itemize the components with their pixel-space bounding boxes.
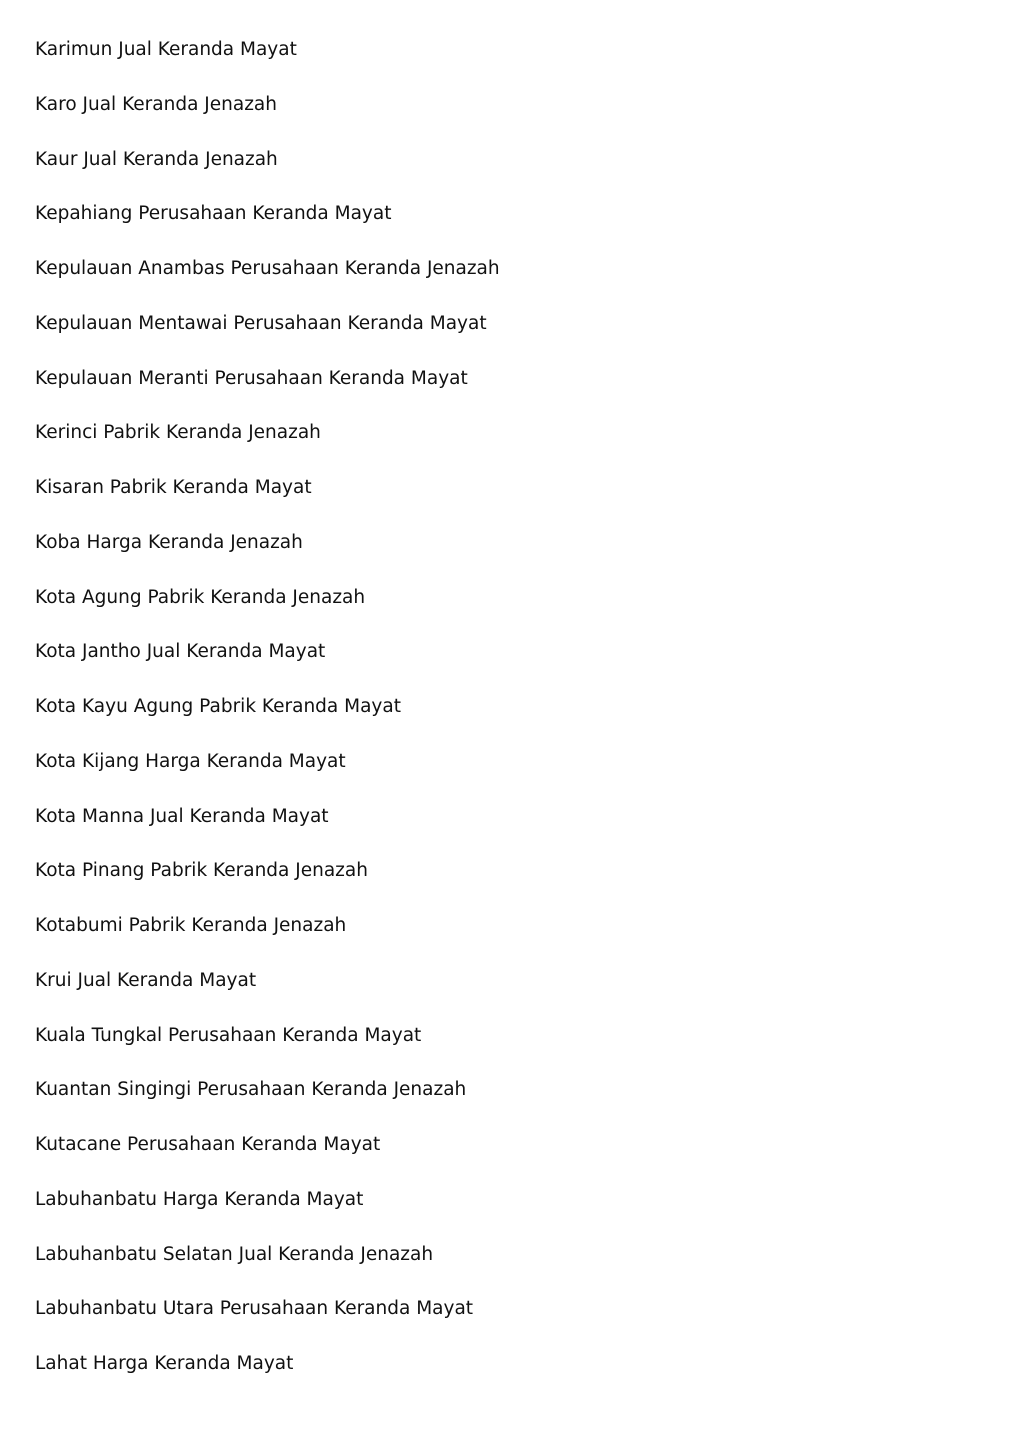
list-item: Karimun Jual Keranda Mayat xyxy=(35,39,297,60)
list-item: Kepahiang Perusahaan Keranda Mayat xyxy=(35,203,392,225)
list-item: Kisaran Pabrik Keranda Mayat xyxy=(35,477,312,498)
list-item: Koba Harga Keranda Jenazah xyxy=(35,531,303,553)
list-item: Kutacane Perusahaan Keranda Mayat xyxy=(35,1134,381,1155)
list-item: Kepulauan Mentawai Perusahaan Keranda Mayat xyxy=(35,312,487,334)
list-item: Krui Jual Keranda Mayat xyxy=(35,969,257,991)
list-item: Labuhanbatu Selatan Jual Keranda Jenazah xyxy=(35,1243,434,1265)
list-item: Kuala Tungkal Perusahaan Keranda Mayat xyxy=(35,1024,422,1046)
list-item: Kotabumi Pabrik Keranda Jenazah xyxy=(35,915,347,936)
list-item: Kota Kayu Agung Pabrik Keranda Mayat xyxy=(35,696,401,717)
list-item: Kaur Jual Keranda Jenazah xyxy=(35,148,278,170)
list-item: Kerinci Pabrik Keranda Jenazah xyxy=(35,422,321,444)
list-item: Labuhanbatu Utara Perusahaan Keranda Mayat xyxy=(35,1298,474,1320)
list-item: Lahat Harga Keranda Mayat xyxy=(35,1353,294,1374)
list-item: Kota Pinang Pabrik Keranda Jenazah xyxy=(35,860,368,882)
list-item: Kota Kijang Harga Keranda Mayat xyxy=(35,750,346,772)
list-item: Kota Agung Pabrik Keranda Jenazah xyxy=(35,586,366,608)
list-item: Karo Jual Keranda Jenazah xyxy=(35,93,277,115)
list-item: Labuhanbatu Harga Keranda Mayat xyxy=(35,1188,364,1210)
text-list xyxy=(35,38,500,1407)
list-item: Kepulauan Anambas Perusahaan Keranda Jenazah xyxy=(35,258,500,279)
list-item: Kota Jantho Jual Keranda Mayat xyxy=(35,641,326,663)
list-item: Kota Manna Jual Keranda Mayat xyxy=(35,805,329,827)
list-item: Kepulauan Meranti Perusahaan Keranda Mayat xyxy=(35,367,468,389)
list-item: Kuantan Singingi Perusahaan Keranda Jenazah xyxy=(35,1079,467,1101)
